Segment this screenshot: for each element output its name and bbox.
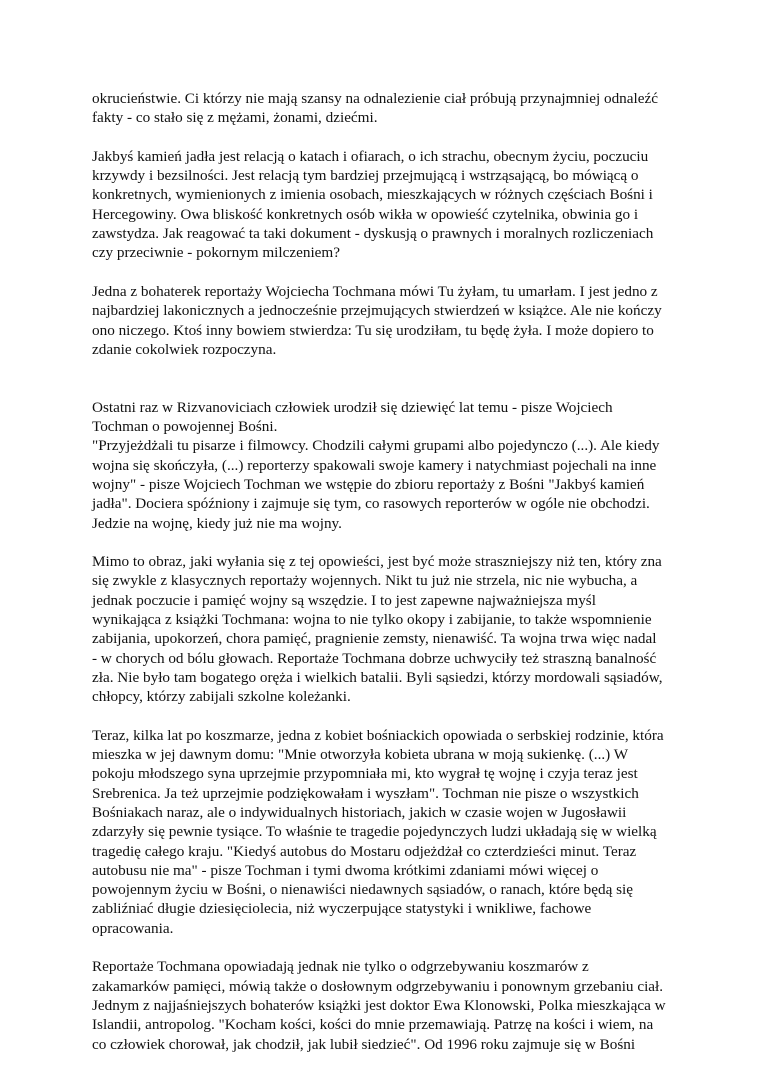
text-line: Jednym z najjaśniejszych bohaterów książki jest doktor Ewa Klonowski, Polka mieszkająca w bbox=[92, 996, 666, 1014]
text-line: Islandii, antropolog. "Kocham kości, kości do mnie przemawiają. Patrzę na kości i wiem, na bbox=[92, 1016, 654, 1034]
text-line: "Przyjeżdżali tu pisarze i filmowcy. Chodzili całymi grupami albo pojedynczo (...). Ale kiedy bbox=[92, 437, 660, 455]
text-line: Bośniakach naraz, ale o indywidualnych historiach, jakich w czasie wojen w Jugosławii bbox=[92, 803, 627, 821]
text-line: autobusu nie ma" - pisze Tochman i tymi dwoma krótkimi zdaniami mówi więcej o bbox=[92, 861, 599, 879]
text-line: mieszka w jej dawnym domu: "Mnie otworzyła kobieta ubrana w moją sukienkę. (...) W bbox=[92, 746, 629, 764]
text-line: Jedna z bohaterek reportaży Wojciecha Tochmana mówi Tu żyłam, tu umarłam. I jest jedno z bbox=[92, 282, 658, 300]
text-line: jednak poczucie i pamięć wojny są wszędzie. I to jest zapewne najważniejsza myśl bbox=[92, 591, 596, 609]
text-line: pokoju młodszego syna uprzejmie przypomniała mi, kto wygrał tę wojnę i czyja teraz jest bbox=[92, 765, 638, 783]
text-line: zdanie cokolwiek rozpoczyna. bbox=[92, 340, 277, 358]
text-line: czy przeciwnie - pokornym milczeniem? bbox=[92, 244, 340, 262]
paragraph bbox=[92, 726, 682, 938]
text-line: zła. Nie było tam bogatego oręża i wielkich batalii. Byli sąsiedzi, którzy mordowali sąsiadów, bbox=[92, 668, 663, 686]
paragraph-spacer bbox=[92, 707, 682, 726]
text-line: krzywdy i bezsilności. Jest relacją tym bardziej przejmującą i wstrząsającą, bo mówiącą o bbox=[92, 167, 639, 185]
text-line: opracowania. bbox=[92, 919, 174, 937]
text-line: chłopcy, którzy zabijali szkolne koleżanki. bbox=[92, 688, 351, 706]
paragraph-spacer bbox=[92, 533, 682, 552]
text-line: wojny" - pisze Wojciech Tochman we wstępie do zbioru reportaży z Bośni "Jakbyś kamień bbox=[92, 475, 645, 493]
paragraph-spacer bbox=[92, 263, 682, 282]
text-line: Reportaże Tochmana opowiadają jednak nie tylko o odgrzebywaniu koszmarów z bbox=[92, 958, 589, 976]
text-line: ono niczego. Ktoś inny bowiem stwierdza: Tu się urodziłam, tu będę żyła. I może dopiero to bbox=[92, 321, 654, 339]
paragraph bbox=[92, 89, 682, 128]
paragraph bbox=[92, 552, 682, 706]
text-line: się zwykle z klasycznych reportaży wojennych. Nikt tu już nie strzela, nic nie wybucha, a bbox=[92, 572, 638, 590]
text-line: co człowiek chorował, jak chodził, jak lubił siedzieć". Od 1996 roku zajmuje się w Bośni bbox=[92, 1035, 636, 1053]
text-line: zabliźniać długie dziesięciolecia, niż wyczerpujące statystyki i wnikliwe, fachowe bbox=[92, 900, 592, 918]
text-line: zabijania, upokorzeń, chora pamięć, pragnienie zemsty, nienawiść. Ta wojna trwa więc nadal bbox=[92, 630, 657, 648]
text-line: Ostatni raz w Rizvanoviciach człowiek urodził się dziewięć lat temu - pisze Wojciech bbox=[92, 398, 613, 416]
paragraph-spacer bbox=[92, 938, 682, 957]
text-line: Jakbyś kamień jadła jest relacją o katach i ofiarach, o ich strachu, obecnym życiu, poczuciu bbox=[92, 147, 649, 165]
text-line: Jedzie na wojnę, kiedy już nie ma wojny. bbox=[92, 514, 342, 532]
text-line: powojennym życiu w Bośni, o nienawiści niedawnych sąsiadów, o ranach, które będą się bbox=[92, 881, 633, 899]
paragraph bbox=[92, 282, 682, 359]
text-line: Hercegowiny. Owa bliskość konkretnych osób wikła w opowieść czytelnika, obwinia go i bbox=[92, 205, 639, 223]
text-line: wojna się skończyła, (...) reporterzy spakowali swoje kamery i natychmiast pojechali na inne bbox=[92, 456, 657, 474]
text-line: konkretnych, wymienionych z imienia osobach, mieszkających w różnych częściach Bośni i bbox=[92, 186, 653, 204]
text-line: najbardziej lakonicznych a jednocześnie przejmujących stwierdzeń w książce. Ale nie kończy bbox=[92, 302, 662, 320]
text-line: Srebrenica. Ja też uprzejmie podziękowałam i wyszłam". Tochman nie pisze o wszystkich bbox=[92, 784, 639, 802]
text-line: wynikająca z książki Tochmana: wojna to nie tylko okopy i zabijanie, to także wspomnienie bbox=[92, 611, 652, 629]
paragraph bbox=[92, 957, 682, 1053]
text-line: zakamarków pamięci, mówią także o dosłownym odgrzebywaniu i ponownym grzebaniu ciał. bbox=[92, 977, 664, 995]
text-line: okrucieństwie. Ci którzy nie mają szansy na odnalezienie ciał próbują przynajmniej odnaleźć bbox=[92, 90, 658, 107]
paragraph bbox=[92, 147, 682, 263]
paragraph bbox=[92, 398, 682, 533]
text-line: fakty - co stało się z mężami, żonami, dziećmi. bbox=[92, 109, 378, 127]
text-line: tragedię całego kraju. "Kiedyś autobus do Mostaru odjeżdżał co czterdzieści minut. Teraz bbox=[92, 842, 637, 860]
text-line: Teraz, kilka lat po koszmarze, jedna z kobiet bośniackich opowiada o serbskiej rodzinie, która bbox=[92, 726, 664, 744]
text-line: zawstydza. Jak reagować ta taki dokument - dyskusją o prawnych i moralnych rozliczeniach bbox=[92, 225, 654, 243]
paragraph-spacer bbox=[92, 128, 682, 147]
text-line: zdarzyły się pewnie tysiące. To właśnie te tragedie pojedynczych ludzi układają się w wielką bbox=[92, 823, 657, 841]
document-page bbox=[92, 89, 682, 1054]
text-line: jadła". Dociera spóźniony i zajmuje się tym, co rasowych reporterów w ogóle nie obchodzi. bbox=[92, 495, 650, 513]
paragraph-spacer bbox=[92, 359, 682, 398]
text-line: Mimo to obraz, jaki wyłania się z tej opowieści, jest być może straszniejszy niż ten, który zna bbox=[92, 553, 662, 571]
text-line: - w chorych od bólu głowach. Reportaże Tochmana dobrze uchwyciły też straszną banalność bbox=[92, 649, 657, 667]
text-line: Tochman o powojennej Bośni. bbox=[92, 418, 278, 436]
